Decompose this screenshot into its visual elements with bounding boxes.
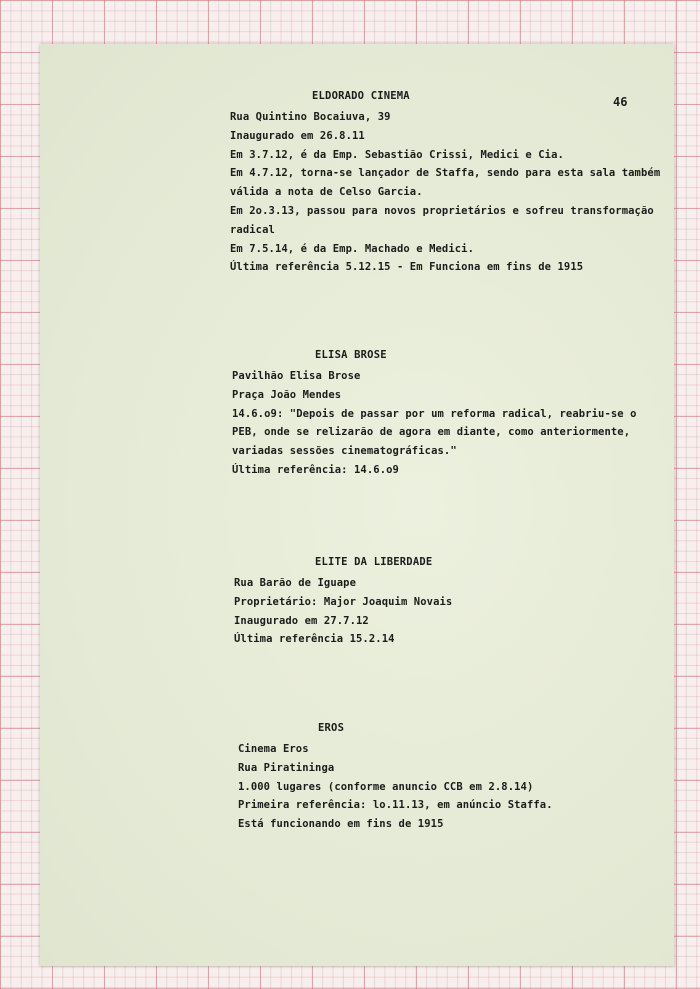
- entry-line: Em 3.7.12, é da Emp. Sebastião Crissi, Medici e Cia.: [230, 148, 564, 161]
- entry-line: Proprietário: Major Joaquim Novais: [234, 595, 453, 608]
- entry-line: Inaugurado em 26.8.11: [230, 129, 365, 142]
- entry-line: Rua Quintino Bocaiuva, 39: [230, 111, 391, 123]
- entry-line: PEB, onde se relizarão de agora em diante, como anteriormente,: [232, 426, 631, 439]
- entry-line: Primeira referência: lo.11.13, em anúncio Staffa.: [238, 799, 553, 812]
- entry-line: 14.6.o9: "Depois de passar por um reforma radical, reabriu-se o: [232, 407, 637, 420]
- entry-elite-da-liberdade: [234, 555, 452, 649]
- entry-line: variadas sessões cinematográficas.": [232, 445, 457, 458]
- entry-line: Cinema Eros: [238, 743, 309, 755]
- entry-title: ELDORADO CINEMA: [312, 90, 410, 102]
- entry-line: radical: [230, 223, 275, 236]
- entry-line: Rua Piratininga: [238, 761, 335, 774]
- page-number: 46: [613, 95, 628, 109]
- entry-lines: [232, 367, 637, 480]
- entry-line: Está funcionando em fins de 1915: [238, 818, 444, 831]
- entry-title: ELISA BROSE: [315, 349, 387, 361]
- entry-eros: [238, 721, 553, 834]
- entry-elisa-brose: [232, 348, 637, 480]
- entry-eldorado-cinema: [230, 89, 660, 277]
- entry-line: Pavilhão Elisa Brose: [232, 370, 361, 382]
- entry-line: Última referência 15.2.14: [234, 633, 395, 646]
- entry-line: Em 2o.3.13, passou para novos proprietários e sofreu transformação: [230, 204, 654, 217]
- entry-lines: [234, 574, 452, 649]
- entry-line: 1.000 lugares (conforme anuncio CCB em 2.8.14): [238, 780, 534, 793]
- entry-title: ELITE DA LIBERDADE: [315, 556, 433, 568]
- entry-line: Inaugurado em 27.7.12: [234, 614, 369, 627]
- entry-line: válida a nota de Celso Garcia.: [230, 186, 423, 199]
- entry-line: Praça João Mendes: [232, 388, 342, 401]
- entry-title: EROS: [318, 722, 345, 734]
- entry-line: Em 4.7.12, torna-se lançador de Staffa, sendo para esta sala também: [230, 167, 661, 180]
- entry-line: Última referência 5.12.15 - Em Funciona em fins de 1915: [230, 261, 584, 274]
- entry-line: Última referência: 14.6.o9: [232, 463, 399, 476]
- entry-lines: [230, 108, 660, 277]
- entry-line: Em 7.5.14, é da Emp. Machado e Medici.: [230, 242, 475, 255]
- entry-lines: [238, 740, 553, 834]
- entry-line: Rua Barão de Iguape: [234, 577, 357, 589]
